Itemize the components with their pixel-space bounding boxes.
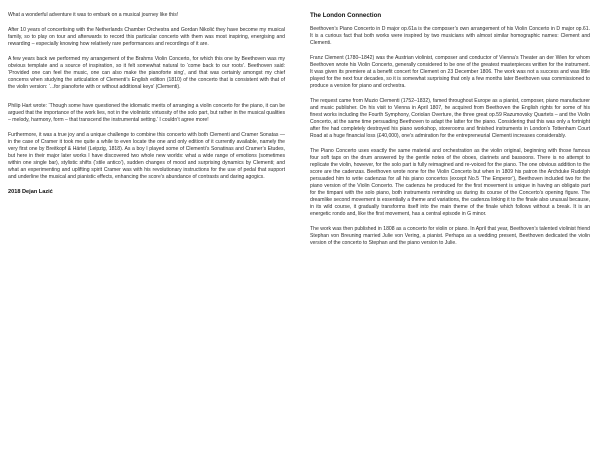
body-paragraph: A few years back we performed my arrangement of the Brahms Violin Concerto, for which this one by Beethoven was my obvious template and a source of inspiration, so it felt somewhat natural to ‘come back to our roots’. Beethoven said: ‘Provided one can feel the music, one can also make the pianoforte sing’, and that was certainly amongst my chief concerns when studying the articulation of Clementi’s English edition (1810) of the concerto that is consistent with that of the violin version: ‘...for pianoforte with or without additional keys’ (Clementi). bbox=[8, 56, 285, 90]
right-column bbox=[310, 12, 590, 255]
intro-paragraph: What a wonderful adventure it was to embark on a musical journey like this! bbox=[8, 12, 179, 18]
section-title: The London Connection bbox=[310, 12, 382, 19]
body-paragraph: The work was then published in 1808 as a concerto for violin or piano. In April that year, Beethoven’s talented violinist friend Stephan von Breuning married Julie von Vering, a pianist. Perhaps as a wedding present, Beethoven dedicated the violin version of the concerto to Stephan and the piano version to Julie. bbox=[310, 226, 590, 246]
left-column bbox=[8, 12, 285, 204]
body-paragraph: Franz Clement (1780–1842) was the Austrian violinist, composer and conductor of Vienna’s Theater an der Wien for whom Beethoven wrote his Violin Concerto, generally considered to be one of the greatest masterpieces written for the instrument. It was given its premiere at a benefit concert for Clement on 23 December 1806. The work was not a success and was little played for the next four decades, so it is somewhat surprising that only a few months later Beethoven was commissioned to produce a version for piano and orchestra. bbox=[310, 55, 590, 89]
body-paragraph: The request came from Muzio Clementi (1752–1832), famed throughout Europe as a pianist, composer, piano manufacturer and music publisher. On his visit to Vienna in April 1807, he acquired from Beethoven the English rights for some of his finest works including the Fourth Symphony, Coriolan Overture, the three great op.59 Razumovsky Quartets – and the Violin Concerto, at the same time persuading Beethoven to adapt the latter for the piano. Considering that this was only a fortnight after fire had completely destroyed his piano workshop, storerooms and finished instruments in London’s Tottenham Court Road at a huge financial loss (£40,000), one’s admiration for the entrepreneurial Clementi increases considerably. bbox=[310, 98, 590, 139]
body-paragraph: The Piano Concerto uses exactly the same material and orchestration as the violin original, beginning with those famous four soft taps on the drum answered by the gentle notes of the oboes, clarinets and bassoons. There is no attempt to replicate the violin, however, for the solo part is fully reimagined and re-voiced for the piano. The one obvious addition to the score are the cadenzas. Beethoven wrote none for the Violin Concerto but when in 1809 his patron the Archduke Rudolph persuaded him to write cadenzas for all his piano concertos (except No.5 ‘The Emperor’), Beethoven included two for the piano version of the Violin Concerto. The cadenza he produced for the first movement is unique in having an obligato part for the timpani with the solo piano, both instruments reminding us during its course of the Concerto’s opening figure. The dreamlike second movement is essentially a theme and variations, the cadenza linking it to the finale also unusual because, in its wild course, it gradually transforms itself into the main theme of the finale which follows without a break. It is an energetic rondo and, like the first movement, has a central episode in G minor. bbox=[310, 148, 590, 217]
body-paragraph: Furthermore, it was a true joy and a unique challenge to combine this concerto with both Clementi and Cramer Sonatas — in the case of Cramer it took me quite a while to even locate the one and only edition of it currently available, namely the very first one by Breitkopf & Härtel (Leipzig, 1818). As a boy I played some of Clementi’s Sonatinas and Cramer’s Etudes, but here in their major later works I have discovered two whole new worlds: what a wide range of emotions (sometimes within one single bar), stylistic shifts (‘stile antico’), sudden changes of mood and surprising dynamics by Clementi; and what an experimenting and uplifting spirit Cramer was with his revolutionary instructions for the use of pedal that support and underline the musical and pianistic effects, enhancing the score’s abundance of contrasts and daring agogics. bbox=[8, 132, 285, 180]
signature: 2018 Dejan Lazić bbox=[8, 189, 53, 195]
body-paragraph: After 10 years of concertising with the Netherlands Chamber Orchestra and Gordan Nikolić they have become my musical family, so to play on tour and afterwards to record this particular concerto with them was most inspiring, energising and rewarding – especially knowing how relatively rare performances and recordings of it are. bbox=[8, 27, 285, 47]
body-paragraph: Philip Hart wrote: ‘Though some have questioned the idiomatic merits of arranging a violin concerto for the piano, it can be argued that the importance of the work lies, not in the violinistic virtuosity of the solo part, but rather in the musical qualities – melody, harmony, form – that transcend the instrumental setting.’ I couldn’t agree more! bbox=[8, 103, 285, 123]
body-paragraph: Beethoven’s Piano Concerto in D major op.61a is the composer’s own arrangement of his Violin Concerto in D major op.61. It is a curious fact that both works were inspired by two musicians with almost similar homographic names: Clement and Clementi. bbox=[310, 26, 590, 46]
